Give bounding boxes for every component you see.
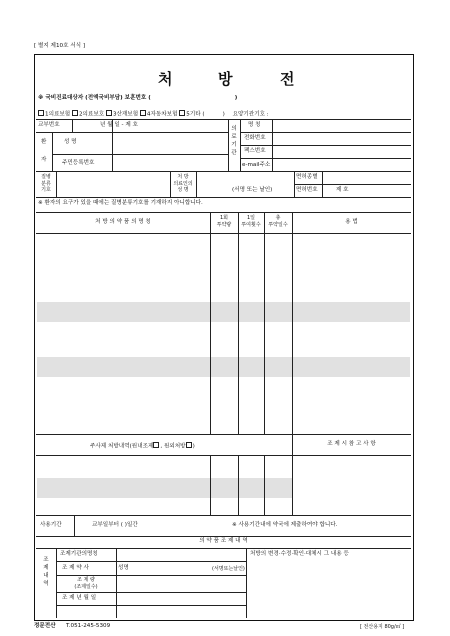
- institution-name-label: 명 칭: [248, 122, 261, 128]
- license-number-label: 면허번호: [296, 187, 318, 193]
- patient-rrn-label: 주민등록번호: [62, 160, 95, 166]
- institution-phone-label: 전화번호: [244, 135, 266, 141]
- insurance-type-5-label: 기타 (: [189, 111, 205, 118]
- insurance-type-4-checkbox[interactable]: [140, 110, 146, 116]
- title-char-1: 처: [158, 70, 173, 88]
- dispensing-record-header: 의 약 품 조 제 내 역: [199, 538, 248, 544]
- patient-name-label: 성 명: [64, 139, 77, 145]
- note-bullet: ※: [38, 95, 44, 101]
- validity-label: 사용기간: [40, 522, 62, 528]
- disease-code-note: ※ 환자의 요구가 있을 때에는 질병분류기호를 기재하지 아니합니다.: [38, 200, 203, 206]
- dose-per-time-header: 1회 투약량: [216, 215, 232, 228]
- veteran-number-label: 국비진료대상자 (전액국비부담) 보훈번호 (: [45, 95, 151, 101]
- insurance-type-3-label: 산재보험: [116, 111, 139, 118]
- insurance-type-5-checkbox[interactable]: [179, 110, 185, 116]
- publisher-name: 정문전산: [34, 623, 56, 629]
- pharmacist-name-label: 성명: [118, 565, 129, 571]
- patient-section-label-1: 환: [41, 139, 47, 145]
- institution-email-label: e-mail주소: [242, 162, 271, 168]
- signature-note: (서명 또는 날인): [232, 187, 273, 193]
- total-days-header: 총 투약일수: [268, 215, 288, 228]
- veteran-number-line: [38, 96, 237, 102]
- times-per-day-header: 1일 투여횟수: [241, 215, 261, 228]
- institution-code-label: 요양기관기호 :: [232, 111, 269, 118]
- license-type-label: 면허종별: [296, 174, 318, 180]
- validity-value: 교부일부터 ( )일간: [92, 522, 138, 528]
- outside-prescription-checkbox[interactable]: [186, 442, 192, 448]
- dispensing-date-label: 조 제 년 월 일: [62, 595, 97, 601]
- drug-name-header: 처 방 의 약 품 의 명 칭: [95, 219, 151, 225]
- patient-section-label-2: 자: [41, 157, 47, 163]
- institution-section-label: 의 료 기 관: [231, 126, 237, 157]
- pharmacy-name-label: 조제기관의명칭: [60, 551, 98, 557]
- veteran-number-close: ): [234, 95, 238, 101]
- injection-record-line: 주사제 처방내역(원내조제 , 원외처방 ): [90, 443, 195, 450]
- injection-record-label: 주사제 처방내역(원내조제: [90, 443, 154, 450]
- insurance-type-1-label: 의료보험: [48, 111, 71, 118]
- publisher-phone: T.051-245-5309: [66, 623, 111, 629]
- pharmacist-sign-note: (서명또는날인): [212, 566, 245, 572]
- title-char-2: 방: [218, 70, 233, 88]
- issue-number-value: 년 월 일 - 제 호: [100, 122, 138, 128]
- in-house-dispense-checkbox[interactable]: [153, 442, 159, 448]
- title-char-3: 전: [280, 70, 295, 88]
- insurance-type-4-label: 자동차보험: [150, 111, 178, 118]
- prescriber-name-label: 처 방 의료인의 성 명: [173, 174, 193, 193]
- dispensing-section-label: 조 제 내 역: [43, 557, 49, 588]
- insurance-type-3-checkbox[interactable]: [106, 110, 112, 116]
- pharmacist-label: 조 제 약 사: [62, 565, 89, 571]
- insurance-type-2-checkbox[interactable]: [72, 110, 78, 116]
- form-label: [ 별지 제10호 서식 ]: [34, 43, 86, 49]
- validity-note: ※ 사용기간내에 약국에 제출하여야 합니다.: [232, 522, 338, 528]
- prescription-change-label: 처방의 변경·수정·확인·대체시 그 내용 등: [250, 551, 349, 557]
- license-number-value: 제 호: [336, 187, 349, 193]
- paper-spec: [ 전산용지 80g/㎡ ]: [360, 624, 405, 630]
- dispensed-amount-label: 조 제 량 (조제일수): [74, 577, 98, 590]
- insurance-type-2-label: 의료보호: [82, 111, 105, 118]
- disease-code-label: 질병 분류 기호: [41, 174, 51, 193]
- institution-fax-label: 팩스번호: [244, 148, 266, 154]
- dispensing-notes-header: 조 제 시 참 고 사 항: [327, 441, 376, 447]
- issue-number-label: 교부번호: [38, 122, 60, 128]
- insurance-type-line: 1의료보험 2의료보호 3산재보험 4자동차보험 5기타 ( ) 요양기관기호 :: [38, 110, 269, 118]
- insurance-type-1-checkbox[interactable]: [38, 110, 44, 116]
- usage-header: 용 법: [345, 219, 358, 225]
